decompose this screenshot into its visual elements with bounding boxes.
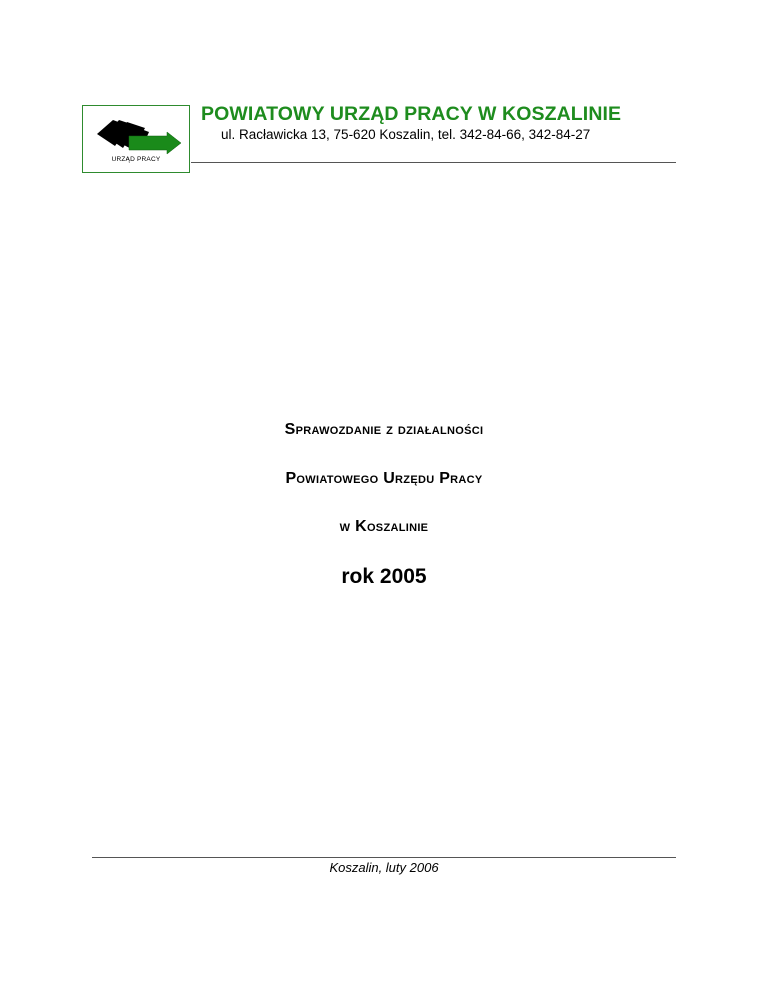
report-title-line-1: Sprawozdanie z działalności bbox=[284, 421, 484, 438]
organization-name: POWIATOWY URZĄD PRACY W KOSZALINIE bbox=[201, 103, 622, 125]
header-divider bbox=[191, 162, 676, 163]
logo bbox=[82, 105, 190, 173]
report-title-line-2: Powiatowego Urzędu Pracy bbox=[285, 470, 483, 487]
logo-graphic bbox=[83, 106, 191, 174]
footer-place-date: Koszalin, luty 2006 bbox=[329, 860, 439, 875]
organization-address: ul. Racławicka 13, 75-620 Koszalin, tel. 342-84-66, 342-84-27 bbox=[221, 127, 591, 142]
footer-divider bbox=[92, 857, 676, 858]
report-year: rok 2005 bbox=[341, 565, 427, 588]
report-title-line-3: w Koszalinie bbox=[339, 518, 429, 535]
logo-caption: URZĄD PRACY bbox=[111, 156, 161, 163]
